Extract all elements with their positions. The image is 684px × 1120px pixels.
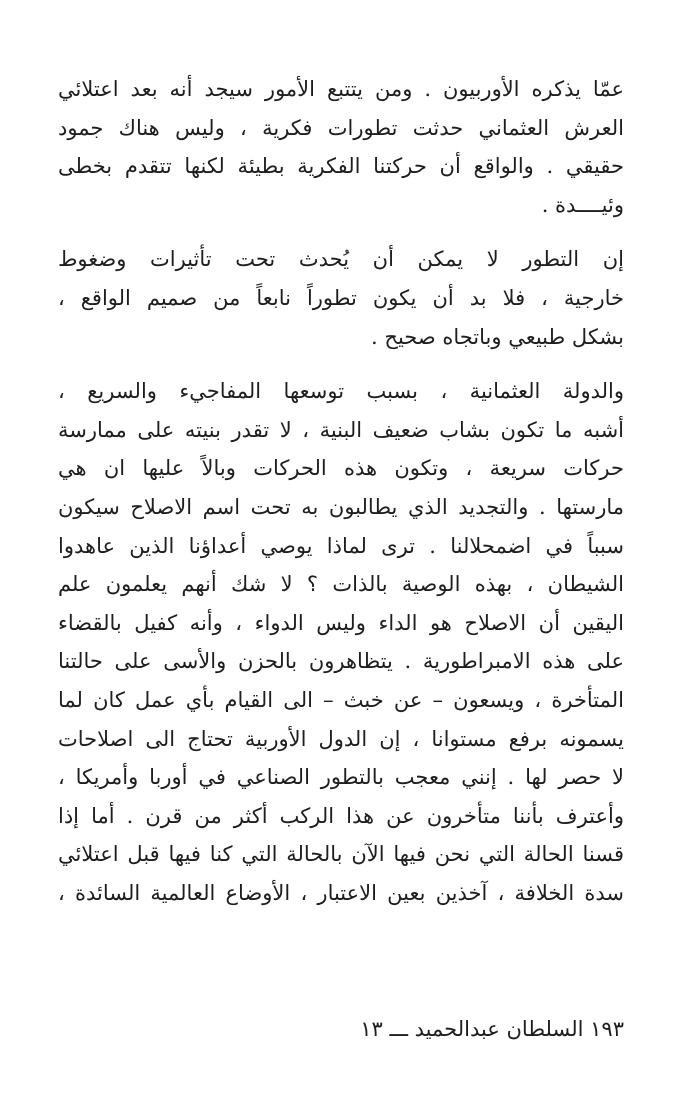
text-line: يسمونه برفع مستوانا ، إن الدول الأوربية تحتاج الى اصلاحات	[58, 726, 624, 751]
text-line: حركات سريعة ، وتكون هذه الحركات وبالاً عليها ان هي	[58, 456, 624, 481]
text-line: الشيطان ، بهذه الوصية بالذات ؟ لا شك أنهم يعلمون علم	[58, 572, 624, 597]
text-line: مارستها . والتجديد الذي يطالبون به تحت اسم الاصلاح سيكون	[58, 494, 624, 519]
text-line: قسنا الحالة التي نحن فيها الآن بالحالة التي كنا فيها قبل اعتلائي	[58, 842, 624, 867]
page-footer	[58, 1014, 624, 1044]
text-line: وأعترف بأننا متأخرون عن هذا الركب أكثر من قرن . أما إذا	[58, 803, 624, 828]
text-line: على هذه الامبراطورية . يتظاهرون بالحزن والأسى على حالتنا	[58, 649, 624, 674]
paragraph-2	[58, 240, 624, 356]
text-line: عمّا يذكره الأوربيون . ومن يتتبع الأمور سيجد أنه بعد اعتلائي	[58, 77, 624, 101]
page-body	[58, 70, 624, 928]
text-line: والدولة العثمانية ، بسبب توسعها المفاجيء والسريع ،	[58, 379, 624, 404]
text-line: إن التطور لا يمكن أن يُحدث تحت تأثيرات وضغوط	[58, 247, 624, 272]
text-line: العرش العثماني حدثت تطورات فكرية ، وليس هناك جمود	[58, 115, 624, 140]
text-line: خارجية ، فلا بد أن يكون تطوراً نابعاً من صميم الواقع ،	[58, 285, 624, 310]
text-line: سبباً في اضمحلالنا . ترى لماذا يوصي أعداؤنا الذين عاهدوا	[58, 533, 624, 558]
text-line: بشكل طبيعي وباتجاه صحيح .	[371, 324, 624, 349]
text-line: لا حصر لها . إنني معجب بالتطور الصناعي في أوربا وأمريكا ،	[58, 765, 624, 790]
text-line: المتأخرة ، ويسعون – عن خبث – الى القيام بأي عمل كان لما	[58, 687, 624, 712]
paragraph-1	[58, 70, 624, 224]
footer-text: ١٩٣ السلطان عبدالحميد ـــ ١٣	[360, 1017, 624, 1041]
text-line: اليقين أن الاصلاح هو الداء وليس الدواء ، وأنه كفيل بالقضاء	[58, 610, 624, 635]
text-line: حقيقي . والواقع أن حركتنا الفكرية بطيئة لكنها تتقدم بخطى	[58, 154, 624, 179]
paragraph-3	[58, 372, 624, 912]
text-line: وئيــــدة .	[541, 192, 624, 217]
text-line: سدة الخلافة ، آخذين بعين الاعتبار ، الأوضاع العالمية السائدة ،	[58, 880, 624, 905]
text-line: أشبه ما تكون بشاب ضعيف البنية ، لا تقدر بنيته على ممارسة	[58, 417, 624, 442]
